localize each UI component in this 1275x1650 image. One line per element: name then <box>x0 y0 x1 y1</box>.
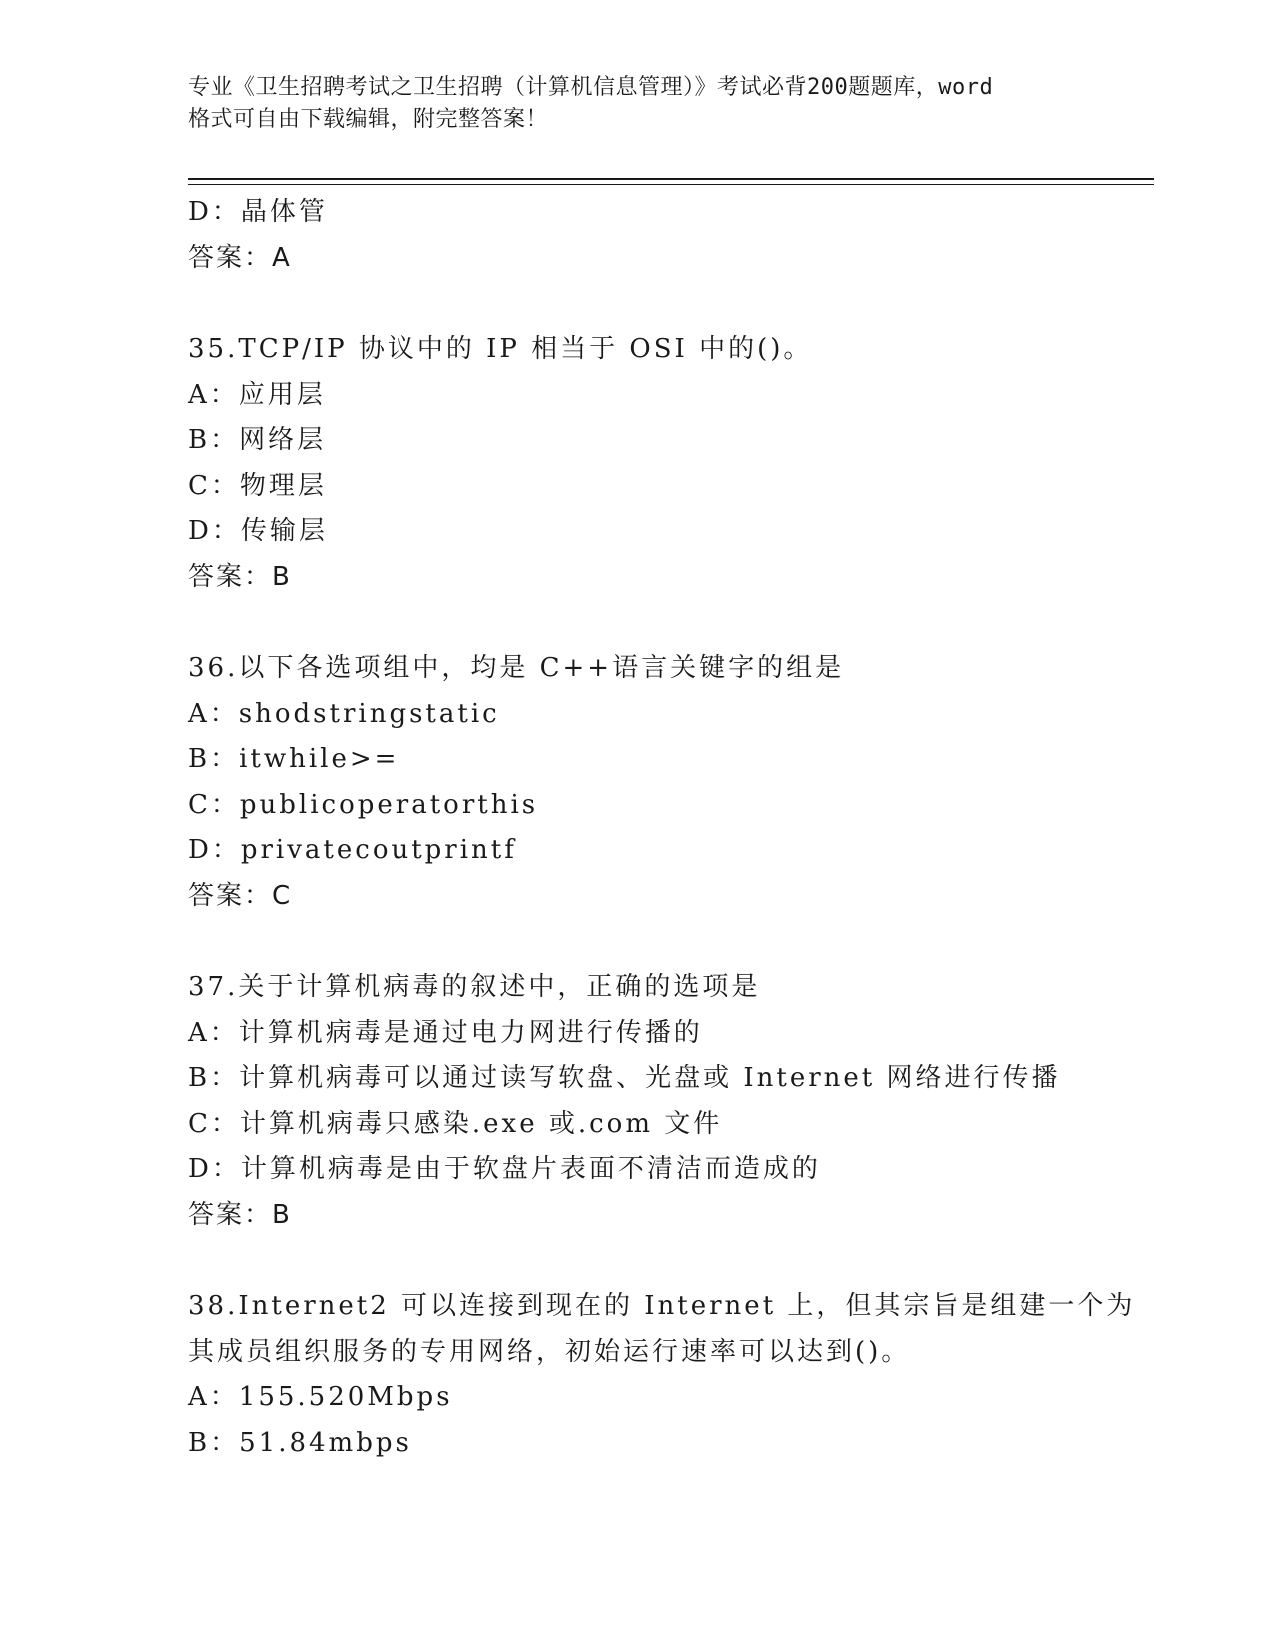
option-b: B：网络层 <box>188 425 327 455</box>
question-35 <box>188 327 1088 600</box>
question-stem-line-2: 其成员组织服务的专用网络，初始运行速率可以达到()。 <box>188 1336 911 1367</box>
document-header <box>188 72 1088 136</box>
option-a: A：应用层 <box>188 379 326 410</box>
option-d: D：传输层 <box>188 516 328 546</box>
option-d: D：计算机病毒是由于软盘片表面不清洁而造成的 <box>188 1154 821 1184</box>
header-divider-thick <box>188 178 1154 180</box>
option-d: D：privatecoutprintf <box>188 835 517 865</box>
question-stem-line-1: 38.Internet2 可以连接到现在的 Internet 上，但其宗旨是组建一个为 <box>188 1291 1136 1321</box>
option-a: A：155.520Mbps <box>188 1382 453 1412</box>
option-c: C：publicoperatorthis <box>188 789 539 820</box>
header-line-1: 专业《卫生招聘考试之卫生招聘（计算机信息管理）》考试必背200题题库，word <box>188 75 994 100</box>
option-c: C：计算机病毒只感染.exe 或.com 文件 <box>188 1108 723 1139</box>
question-34-tail <box>188 190 1088 281</box>
option-a: A：shodstringstatic <box>188 698 500 729</box>
header-line-2: 格式可自由下载编辑，附完整答案！ <box>188 107 549 132</box>
question-stem: 36.以下各选项组中，均是 C++语言关键字的组是 <box>188 653 845 683</box>
question-stem: 37.关于计算机病毒的叙述中，正确的选项是 <box>188 972 761 1002</box>
question-37 <box>188 965 1088 1238</box>
question-stem: 35.TCP/IP 协议中的 IP 相当于 OSI 中的()。 <box>188 334 813 364</box>
option-b: B：计算机病毒可以通过读写软盘、光盘或 Internet 网络进行传播 <box>188 1063 1061 1093</box>
answer-label: 答案：B <box>188 1199 292 1230</box>
question-38 <box>188 1284 1136 1466</box>
option-b: B：itwhile>= <box>188 744 400 774</box>
option-c: C：物理层 <box>188 470 327 501</box>
option-d: D：晶体管 <box>188 197 328 227</box>
answer-label: 答案：B <box>188 561 292 592</box>
question-list <box>188 190 1136 1466</box>
question-36 <box>188 646 1088 919</box>
answer-label: 答案：C <box>188 880 293 911</box>
answer-label: 答案：A <box>188 242 292 273</box>
option-a: A：计算机病毒是通过电力网进行传播的 <box>188 1017 703 1048</box>
option-b: B：51.84mbps <box>188 1427 412 1458</box>
header-divider-thin <box>188 184 1154 185</box>
